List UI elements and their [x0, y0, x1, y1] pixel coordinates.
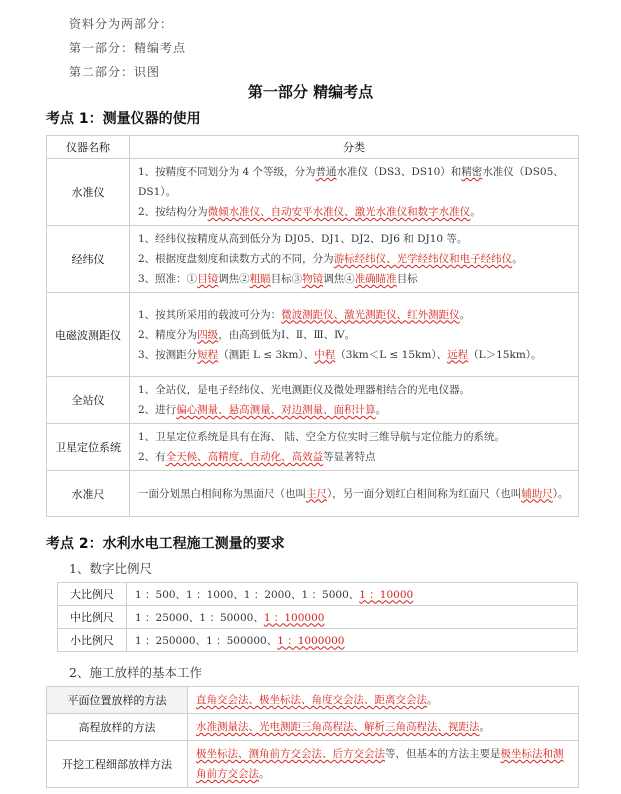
text-run: 1、按精度不同划分为 4 个等级，分为 [138, 166, 316, 178]
table-row [47, 226, 579, 293]
highlighted-text: 微波测距仪、激光测距仪、红外测距仪 [281, 308, 460, 321]
scale-name: 中比例尺 [58, 606, 127, 629]
table-row [58, 583, 578, 606]
classification-line [138, 447, 570, 467]
table-row [58, 606, 578, 629]
subsection-layout-title: 2、施工放样的基本工作 [69, 665, 202, 680]
text-run: 。 [427, 694, 438, 706]
classification-line [138, 249, 570, 269]
instrument-name: 经纬仪 [47, 226, 130, 293]
scale-values [127, 583, 578, 606]
instrument-table-body [47, 159, 579, 517]
layout-method-table [46, 686, 579, 788]
section-2-title: 考点 2：水利水电工程施工测量的要求 [46, 536, 285, 552]
text-run: 1 ：250000、1 ：500000、 [135, 634, 278, 647]
text-run: 1 ：25000、1 ：50000、 [135, 611, 264, 624]
text-run: 2、精度分为 [138, 328, 198, 341]
text-run: 目标③ [270, 273, 303, 285]
text-run: 。 [259, 768, 270, 780]
table-row [47, 741, 579, 788]
table-row [47, 714, 579, 741]
text-run: 2、进行 [138, 404, 177, 416]
classification-line [138, 305, 570, 325]
text-run: 。 [512, 253, 523, 265]
instrument-name: 水准仪 [47, 159, 130, 226]
text-run: （测距 L ≤ 3km）、 [218, 348, 315, 361]
part-title: 第一部分 精编考点 [247, 83, 374, 101]
header-instrument-name: 仪器名称 [47, 136, 130, 159]
text-run: 一面分划黑白相间称为黑面尺（也叫 [138, 487, 306, 500]
text-run: 2、有 [138, 451, 166, 463]
highlighted-text: 主尺 [306, 487, 327, 500]
highlighted-text: 全天候、高精度、自动化、高效益 [165, 451, 324, 463]
text-run: ），另一面分划红白相间称为红面尺（也叫 [327, 487, 522, 500]
classification-line [138, 400, 570, 420]
instrument-name: 全站仪 [47, 377, 130, 424]
highlighted-text: 普通 [315, 166, 337, 178]
text-run: ）。 [552, 487, 569, 500]
subsection-scale-title: 1、数字比例尺 [69, 561, 152, 576]
method-name: 高程放样的方法 [47, 714, 188, 741]
classification-cell [130, 226, 579, 293]
text-run: 。 [459, 308, 471, 321]
method-content [188, 714, 579, 741]
classification-line [138, 162, 570, 202]
table-row [47, 293, 579, 377]
text-run: 1 ：500、1 ：1000、1 ：2000、1 ：5000、 [135, 588, 360, 601]
table-row [47, 159, 579, 226]
text-run: 2、按结构分为 [138, 206, 208, 218]
text-run: 调焦④ [323, 273, 355, 285]
highlighted-text: 极坐标法和测角前方交会法 [196, 748, 564, 780]
classification-line [138, 345, 570, 365]
scale-name: 大比例尺 [58, 583, 127, 606]
layout-table-body [47, 687, 579, 788]
highlighted-text: 辅助尺 [521, 487, 553, 500]
table-row [47, 687, 579, 714]
highlighted-text: 1 ：1000000 [277, 634, 345, 647]
table-row [47, 424, 579, 471]
highlighted-text: 直角交会法、极坐标法、角度交会法、距离交会法 [196, 694, 427, 706]
method-name: 平面位置放样的方法 [47, 687, 188, 714]
highlighted-text: 远程 [447, 348, 469, 361]
text-run: 调焦② [218, 273, 250, 285]
table-row [47, 471, 579, 517]
classification-line [138, 380, 570, 400]
classification-line [138, 325, 570, 345]
highlighted-text: 极坐标法、测角前方交会法、后方交会法 [196, 748, 385, 760]
text-run: 2、根据度盘刻度和读数方式的不同，分为 [138, 253, 334, 265]
classification-cell [130, 377, 579, 424]
text-run: 水准仪（DS05、DS1）。 [138, 166, 564, 198]
text-run: 。 [479, 721, 490, 733]
method-name: 开挖工程细部放样方法 [47, 741, 188, 788]
intro-line: 资料分为两部分： [69, 17, 174, 31]
scale-values [127, 629, 578, 652]
classification-cell [130, 471, 579, 517]
instrument-name: 电磁波测距仪 [47, 293, 130, 377]
highlighted-text: 四级 [197, 328, 219, 341]
classification-cell [130, 424, 579, 471]
intro-line: 第一部分：精编考点 [69, 41, 187, 55]
method-content [188, 687, 579, 714]
highlighted-text: 水准测量法、光电测距三角高程法、解析三角高程法、视距法 [196, 721, 480, 733]
text-run: 。 [375, 404, 387, 416]
classification-line [138, 202, 570, 222]
intro-line: 第二部分：识图 [69, 65, 161, 79]
highlighted-text: 1 ：10000 [359, 588, 414, 601]
text-run: 水准仪（DS3、DS10）和 [336, 166, 462, 178]
text-run: 3、按测距分 [138, 348, 198, 361]
highlighted-text: 微倾水准仪、自动安平水准仪、激光水准仪和数字水准仪 [207, 206, 471, 218]
section-1-title: 考点 1：测量仪器的使用 [46, 111, 201, 127]
text-run: 3、照准：① [138, 273, 198, 285]
header-classification: 分类 [130, 136, 579, 159]
table-row [47, 377, 579, 424]
method-content [188, 741, 579, 788]
highlighted-text: 目镜 [197, 273, 219, 285]
table-header-row [47, 136, 579, 159]
classification-cell [130, 293, 579, 377]
instrument-table [46, 135, 579, 517]
text-run: 。 [470, 206, 481, 218]
text-run: （3km＜L ≤ 15km）、 [335, 348, 448, 361]
scale-values [127, 606, 578, 629]
instrument-name: 卫星定位系统 [47, 424, 130, 471]
classification-line [138, 427, 570, 447]
text-run: 目标 [396, 273, 418, 285]
text-run: （L＞15km）。 [468, 348, 542, 361]
highlighted-text: 准确瞄准 [354, 273, 397, 285]
text-run: 1、卫星定位系统是具有在海、 陆、空全方位实时三维导航与定位能力的系统。 [138, 431, 506, 443]
scale-table [57, 582, 578, 652]
highlighted-text: 短程 [197, 348, 219, 361]
highlighted-text: 物镜 [302, 273, 324, 285]
highlighted-text: 偏心测量、悬高测量、对边测量、面积计算 [176, 404, 376, 416]
scale-name: 小比例尺 [58, 629, 127, 652]
table-row [58, 629, 578, 652]
highlighted-text: 精密 [461, 166, 483, 178]
highlighted-text: 游标经纬仪、光学经纬仪和电子经纬仪 [333, 253, 513, 265]
scale-table-body [58, 583, 578, 652]
highlighted-text: 1 ：100000 [263, 611, 325, 624]
classification-cell [130, 159, 579, 226]
text-run: 等显著特点 [323, 451, 376, 463]
text-run: 1、全站仪，是电子经纬仪、光电测距仪及微处理器相结合的光电仪器。 [138, 384, 471, 396]
classification-line [138, 484, 570, 504]
classification-line [138, 269, 570, 289]
text-run: 等，但基本的方法主要是 [385, 748, 501, 760]
highlighted-text: 粗瞄 [249, 273, 271, 285]
text-run: ，由高到低为Ⅰ、Ⅱ、Ⅲ、Ⅳ。 [218, 328, 356, 341]
instrument-name: 水准尺 [47, 471, 130, 517]
highlighted-text: 中程 [314, 348, 336, 361]
classification-line [138, 229, 570, 249]
text-run: 1、按其所采用的载波可分为： [138, 308, 282, 321]
text-run: 1、经纬仪按精度从高到低分为 DJ05、DJ1、DJ2、DJ6 和 DJ10 等。 [138, 233, 468, 245]
